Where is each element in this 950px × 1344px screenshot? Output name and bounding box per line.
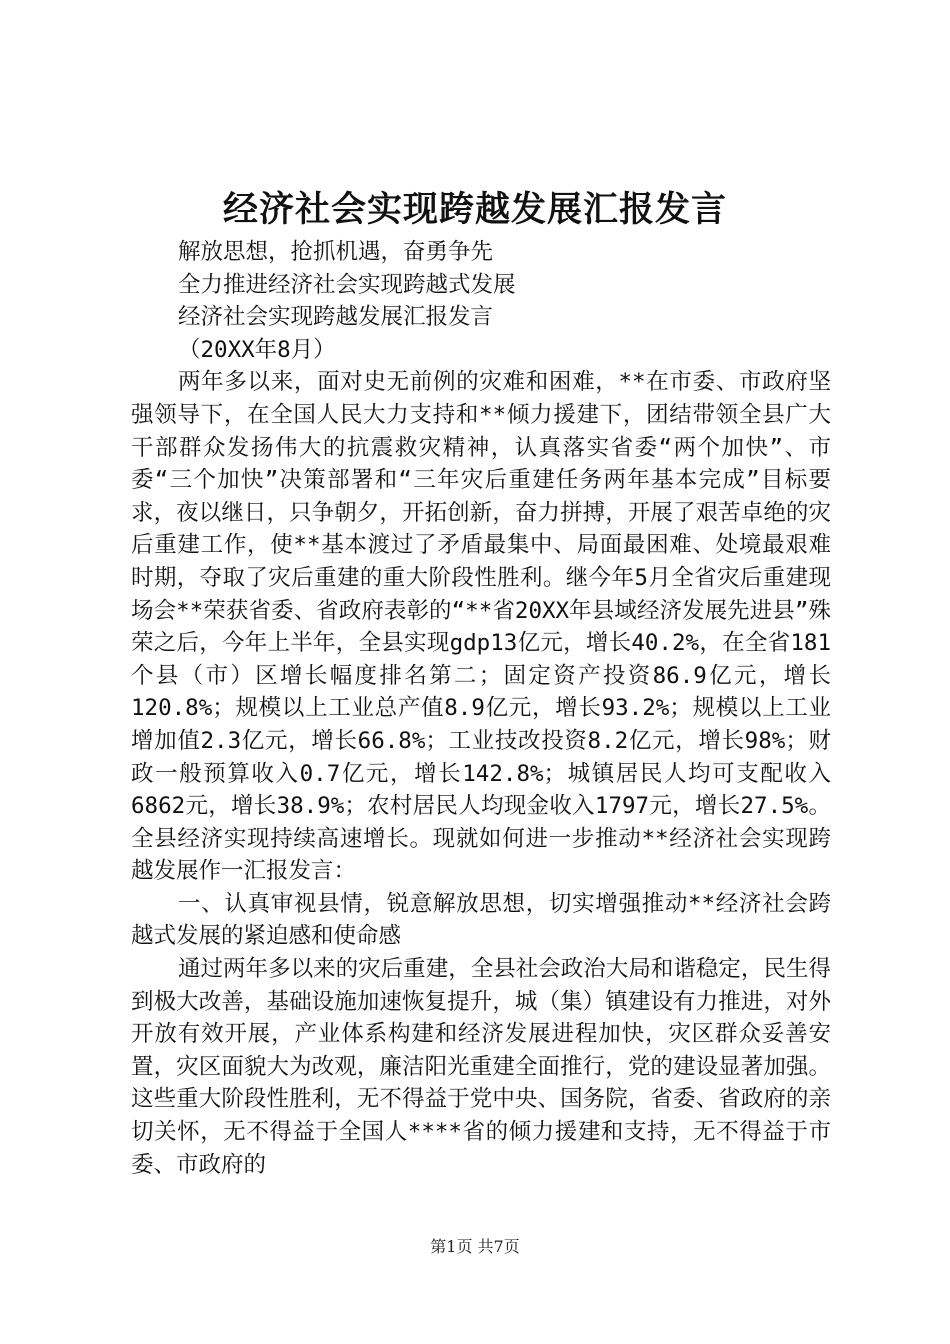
- document-title: 经济社会实现跨越发展汇报发言: [222, 189, 727, 230]
- subtitle-line-1: 解放思想，抢抓机遇，奋勇争先: [178, 239, 494, 265]
- subtitle-line-3: 经济社会实现跨越发展汇报发言: [178, 304, 494, 331]
- section-heading-1: 一、认真审视县情，锐意解放思想，切实增强推动**经济社会跨越式发展的紧迫感和使命感: [131, 890, 831, 950]
- date-line: （20XX年8月）: [178, 336, 336, 363]
- document-body: [131, 236, 831, 1181]
- page-number: 第1页 共7页: [430, 1237, 520, 1256]
- body-paragraph-2: 通过两年多以来的灾后重建，全县社会政治大局和谐稳定，民生得到极大改善，基础设施加速恢复提升，城（集）镇建设有力推进，对外开放有效开展，产业体系构建和经济发展进程加快，灾区群众妥善安置，灾区面貌大为改观，廉洁阳光重建全面推行，党的建设显著加强。这些重大阶段性胜利，无不得益于党中央、国务院，省委、省政府的亲切关怀，无不得益于全国人****省的倾力援建和支持，无不得益于市委、市政府的: [131, 956, 831, 1178]
- body-paragraph-1: 两年多以来，面对史无前例的灾难和困难，**在市委、市政府坚强领导下，在全国人民大力支持和**倾力援建下，团结带领全县广大干部群众发扬伟大的抗震救灾精神，认真落实省委“两个加快”、市委“三个加快”决策部署和“三年灾后重建任务两年基本完成”目标要求，夜以继日，只争朝夕，开拓创新，奋力拼搏，开展了艰苦卓绝的灾后重建工作，使**基本渡过了矛盾最集中、局面最困难、处境最艰难时期，夺取了灾后重建的重大阶段性胜利。继今年5月全省灾后重建现场会**荣获省委、省政府表彰的“**省20XX年县域经济发展先进县”殊荣之后，今年上半年，全县实现gdp13亿元，增长40.2%，在全省181个县（市）区增长幅度排名第二；固定资产投资86.9亿元，增长120.8%；规模以上工业总产值8.9亿元，增长93.2%；规模以上工业增加值2.3亿元，增长66.8%；工业技改投资8.2亿元，增长98%；财政一般预算收入0.7亿元，增长142.8%；城镇居民人均可支配收入6862元，增长38.9%；农村居民人均现金收入1797元，增长27.5%。全县经济实现持续高速增长。现就如何进一步推动**经济社会实现跨越发展作一汇报发言：: [131, 369, 831, 885]
- subtitle-line-2: 全力推进经济社会实现跨越式发展: [178, 271, 516, 298]
